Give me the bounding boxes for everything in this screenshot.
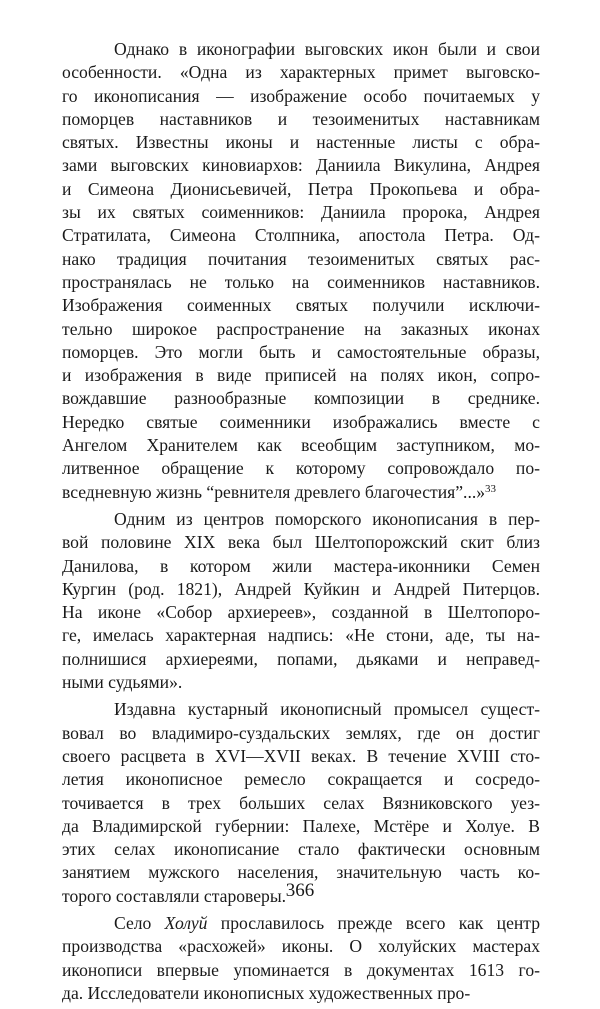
text-line: и изображения в виде приписей на полях икон, сопро- [62, 365, 540, 386]
page-number: 366 [285, 880, 315, 901]
text-line: Нередко святые соименники изображались вместе с [62, 411, 540, 432]
paragraph-1 [62, 38, 540, 504]
text-line: поморцев. Это могли быть и самостоятельные образы, [62, 341, 540, 362]
text-line: этих селах иконописание стало фактически основным [62, 839, 540, 860]
text-line: зами выговских киновиархов: Даниила Викулина, Андрея [62, 155, 540, 176]
text-line: ге, имелась характерная надпись: «Не стони, аде, ты на- [62, 625, 540, 646]
text-line: занятием мужского населения, значительную часть ко- [62, 862, 540, 883]
text-line: своего расцвета в XVI—XVII веках. В течение XVIII сто- [62, 745, 540, 766]
text-line: производства «расхожей» иконы. О холуйских мастерах [62, 936, 540, 957]
text-line: вождавшие разнообразные композиции в среднике. [62, 388, 540, 409]
text-line: торого составляли староверы. [62, 885, 287, 906]
text-line: Одним из центров поморского иконописания в пер- [114, 508, 540, 529]
text-line: вой половине XIX века был Шелтопорожский скит близ [62, 532, 540, 553]
text-line: Стратилата, Симеона Столпника, апостола Петра. Од- [62, 225, 540, 246]
paragraph-2 [62, 508, 540, 694]
text-line: точивается в трех больших селах Вязниковского уез- [62, 792, 540, 813]
text-line: Село Холуй прославилось прежде всего как центр [114, 912, 540, 933]
paragraph-3 [62, 698, 540, 908]
text-line: литвенное обращение к которому сопровождало по- [62, 458, 540, 479]
text-line: да. Исследователи иконописных художественных про- [62, 982, 471, 1003]
text-line: да Владимирской губернии: Палехе, Мстёре и Холуе. В [62, 815, 540, 836]
text-line: Издавна кустарный иконописный промысел сущест- [114, 699, 540, 720]
text-line: Изображения соименных святых получили исключи- [62, 295, 540, 316]
paragraph-4 [62, 912, 540, 1005]
text-line: и Симеона Дионисьевичей, Петра Прокопьева и обра- [62, 178, 540, 199]
text-line: зы их святых соименников: Даниила пророка, Андрея [62, 202, 540, 223]
footnote-ref: 33 [485, 482, 497, 495]
text-line: полнишися архиереями, попами, дьяками и неправед- [62, 648, 540, 669]
text-line: Ангелом Хранителем как всеобщим заступником, мо- [62, 435, 540, 456]
body-text [62, 38, 540, 1009]
text-line: летия иконописное ремесло сокращается и сосредо- [62, 769, 540, 790]
text-line: Однако в иконографии выговских икон были и свои [114, 39, 540, 59]
text-line: пространялась не только на соименников наставников. [62, 271, 540, 292]
text-line: поморцев наставников и тезоименитых наставникам [62, 108, 540, 129]
text-line: нако традиция почитания тезоименитых святых рас- [62, 248, 540, 269]
text-line: вовал во владимиро-суздальских землях, где он достиг [62, 722, 540, 743]
text-line: тельно широкое распространение на заказных иконах [62, 318, 540, 339]
text-line: иконописи впервые упоминается в документах 1613 го- [62, 959, 540, 980]
text-line: Кургин (род. 1821), Андрей Куйкин и Андрей Питерцов. [62, 578, 540, 599]
text-line: На иконе «Собор архиереев», созданной в Шелтопоро- [62, 602, 540, 623]
text-line: Данилова, в котором жили мастера-иконники Семен [62, 555, 540, 576]
text-line: ными судьями». [62, 672, 183, 693]
text-line: вседневную жизнь “ревнителя древлего благочестия”...»$^{33}$ [62, 481, 497, 502]
italic-place-name: Холуй [164, 912, 208, 933]
text-line: святых. Известны иконы и настенные листы с обра- [62, 132, 540, 153]
text-line: особенности. «Одна из характерных примет выговско- [62, 62, 540, 83]
text-line: го иконописания — изображение особо почитаемых у [62, 85, 540, 106]
